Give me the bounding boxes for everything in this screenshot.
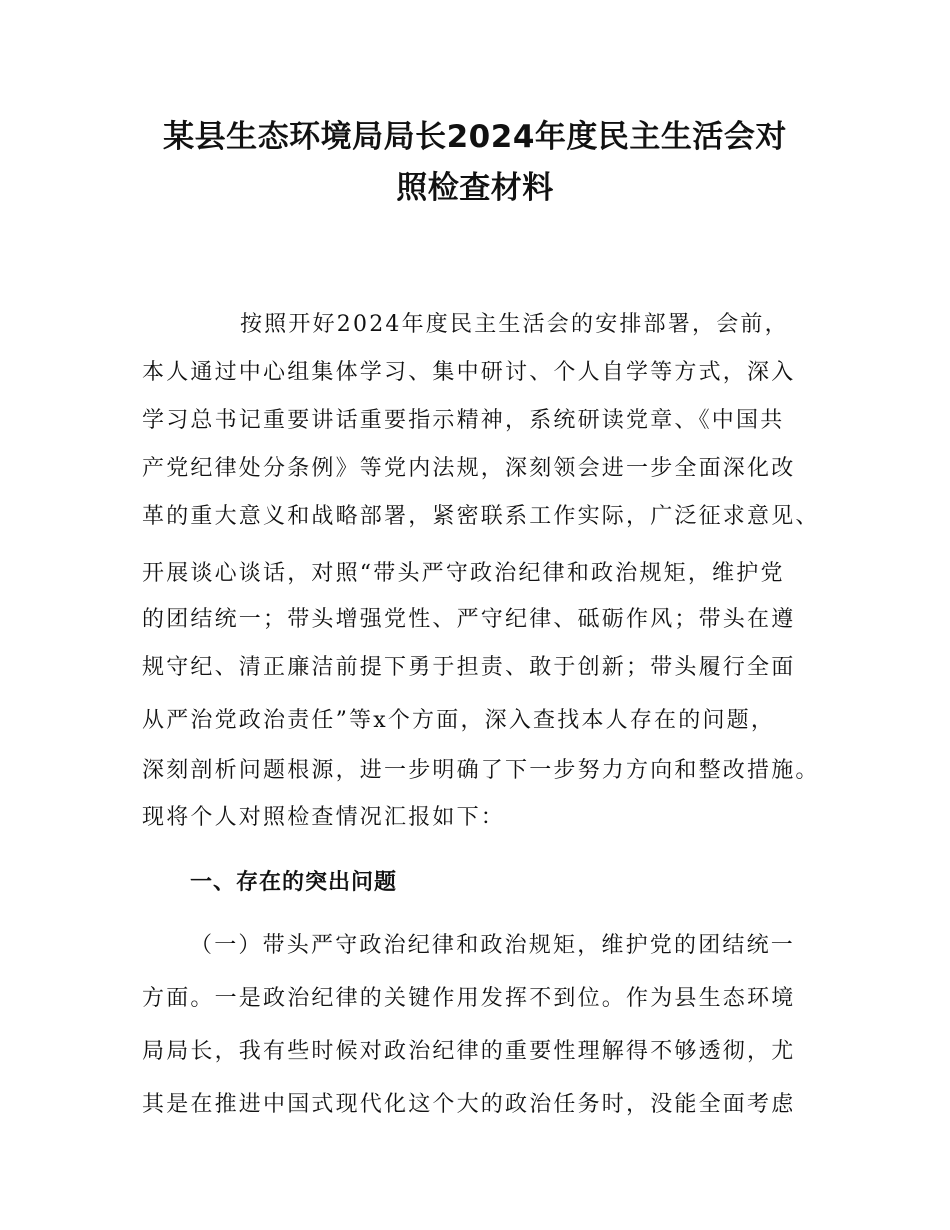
intro-line: 学习总书记重要讲话重要指示精神，系统研读党章、《中国共: [142, 408, 785, 433]
intro-line: 按照开好2024年度民主生活会的安排部署，会前，: [240, 312, 789, 337]
section-line: 方面。一是政治纪律的关键作用发挥不到位。作为县生态环境: [142, 986, 796, 1011]
intro-line: 革的重大意义和战略部署，紧密联系工作实际，广泛征求意见、: [142, 504, 820, 529]
intro-line: 的团结统一；带头增强党性、严守纪律、砥砺作风；带头在遵: [142, 607, 796, 632]
section-line: （一）带头严守政治纪律和政治规矩，维护党的团结统一: [190, 933, 796, 958]
document-title-line-1: 某县生态环境局局长2024年度民主生活会对: [163, 119, 787, 155]
intro-line: 产党纪律处分条例》等党内法规，深刻领会进一步全面深化改: [142, 456, 796, 481]
intro-line: 开展谈心谈话，对照“带头严守政治纪律和政治规矩，维护党: [142, 561, 785, 586]
section-heading: 一、存在的突出问题: [190, 870, 398, 895]
intro-line: 深刻剖析问题根源，进一步明确了下一步努力方向和整改措施。: [142, 758, 820, 783]
section-line: 局局长，我有些时候对政治纪律的重要性理解得不够透彻，尤: [142, 1039, 796, 1064]
section-line: 其是在推进中国式现代化这个大的政治任务时，没能全面考虑: [142, 1092, 796, 1117]
document-title-line-2: 照检查材料: [396, 170, 554, 206]
intro-line: 从严治党政治责任”等x个方面，深入查找本人存在的问题，: [142, 708, 776, 733]
intro-line: 现将个人对照检查情况汇报如下：: [142, 805, 506, 830]
intro-line: 规守纪、清正廉洁前提下勇于担责、敢于创新；带头履行全面: [142, 655, 796, 680]
intro-line: 本人通过中心组集体学习、集中研讨、个人自学等方式，深入: [142, 360, 796, 385]
